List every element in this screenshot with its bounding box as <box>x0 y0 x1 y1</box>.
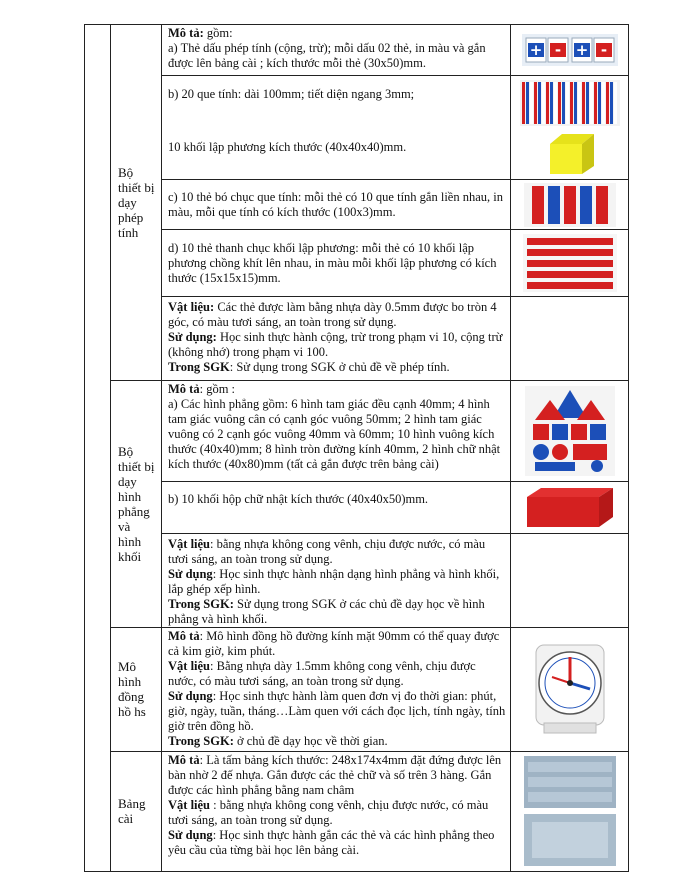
description-cell <box>162 482 511 534</box>
clock-model-image <box>530 643 610 735</box>
material-text: Các thẻ được làm bằng nhựa dày 0.5mm được bo tròn 4 góc, có màu tươi sáng, an toàn trong sử dụng. <box>168 299 497 329</box>
desc-text: : Là tấm bảng kích thước: 248x174x4mm đặt đứng được lên bàn nhờ 2 đế nhựa. Gắn được các thẻ chữ và số trên 3 hàng. Gắn được các hình phẳng bằng nam châm <box>168 752 502 797</box>
category-cell: Bảng cài <box>111 751 162 871</box>
desc-text: : Mô hình đồng hồ đường kính mặt 90mm có thể quay được cả kim giờ, kim phút. <box>168 629 500 659</box>
minus-sign: - <box>600 41 607 60</box>
textbook-text: ở chủ đề dạy học về thời gian. <box>233 734 388 749</box>
sign-card <box>526 38 546 62</box>
usage-label: Sử dụng <box>168 689 213 704</box>
yellow-cube-image <box>542 130 598 176</box>
counting-stick <box>534 82 537 124</box>
plus-sign: + <box>529 41 542 60</box>
image-cell <box>511 482 629 534</box>
desc-text: a) Các hình phẳng gồm: 6 hình tam giác đều cạnh 40mm; 4 hình tam giác vuông cân có cạnh góc vuông 50mm; 2 hình tam giác vuông có 2 cạnh góc vuông 40mm và 60mm; 10 hình vuông kích thước (40x40)mm; 8 hình tròn đường kính 40mm, 2 hình chữ nhật kích thước (40x80)mm (tất cả gắn được trên bảng cài) <box>168 396 501 471</box>
material-label: Vật liệu: <box>168 299 215 314</box>
description-cell: d) 10 thẻ thanh chục khối lập phương: mỗi thẻ có 10 khối lập phương chồng khít lên nhau, in màu mỗi khối lập phương có kích thước (15x15x15)mm. <box>162 230 511 296</box>
material-label: Vật liệu <box>168 797 211 812</box>
sign-cards-image <box>522 34 618 66</box>
usage-text: : Học sinh thực hành gắn các thẻ và các hình phẳng theo yêu cầu của từng bài học lên bảng cài. <box>168 827 495 857</box>
material-text: : bằng nhựa không cong vênh, chịu được nước, có màu tươi sáng, an toàn trong sử dụng. <box>168 537 486 567</box>
counting-stick <box>586 82 589 124</box>
sign-card <box>548 38 568 62</box>
material-text: : bằng nhựa không cong vênh, chịu được nước, có màu tươi sáng, an toàn trong sử dụng. <box>168 797 489 827</box>
cube-bar-cards-image <box>523 234 617 292</box>
textbook-text: Sử dụng trong SGK ở các chủ đề dạy học về hình phẳng và hình khối. <box>168 597 485 627</box>
counting-stick <box>570 82 573 124</box>
image-cell <box>511 296 629 380</box>
counting-stick <box>598 82 601 124</box>
desc-text: 10 khối lập phương kích thước (40x40x40)mm. <box>168 140 407 155</box>
plus-sign: + <box>575 41 588 60</box>
flat-shapes-image <box>525 386 615 476</box>
equipment-table <box>84 24 629 872</box>
usage-text: Học sinh thực hành cộng, trừ trong phạm vi 10, cộng trừ (không nhớ) trong phạm vi 100. <box>168 329 503 359</box>
image-cell <box>511 534 629 628</box>
sign-card <box>572 38 592 62</box>
image-cell <box>511 751 629 871</box>
counting-stick <box>562 82 565 124</box>
counting-stick <box>582 82 585 124</box>
desc-text: a) Thẻ dấu phép tính (cộng, trừ); mỗi dấu 02 thẻ, in màu và gắn được lên bảng cài ; kích thước mỗi thẻ (30x50)mm. <box>168 41 486 70</box>
material-label: Vật liệu <box>168 659 211 674</box>
usage-label: Sử dụng <box>168 827 213 842</box>
minus-sign: - <box>554 41 561 60</box>
sign-card <box>594 38 614 62</box>
counting-stick <box>554 82 557 124</box>
desc-label: Mô tả <box>168 629 200 644</box>
material-text: : Bằng nhựa dày 1.5mm không cong vênh, chịu được nước, có màu tươi sáng, an toàn trong sử dụng. <box>168 659 476 689</box>
description-cell: c) 10 thẻ bó chục que tính: mỗi thẻ có 10 que tính gắn liền nhau, in màu, mỗi que tính có kích thước (100x3)mm. <box>162 180 511 230</box>
textbook-text: : Sử dụng trong SGK ở chủ đề về phép tính. <box>229 359 450 374</box>
counting-stick <box>542 82 545 124</box>
description-cell <box>162 751 511 871</box>
description-cell <box>162 628 511 751</box>
description-cell <box>162 296 511 380</box>
desc-label: Mô tả <box>168 752 200 767</box>
pocket-board-image <box>524 756 616 808</box>
category-cell: Bộ thiết bị dạy phép tính <box>111 25 162 381</box>
image-cell <box>511 76 629 180</box>
textbook-label: Trong SGK <box>168 359 230 374</box>
description-cell <box>162 534 511 628</box>
desc-tail: gồm: <box>203 26 233 40</box>
desc-label: Mô tả: <box>168 26 204 40</box>
category-cell: Mô hình đồng hồ hs <box>111 628 162 751</box>
usage-label: Sử dụng <box>168 567 213 582</box>
counting-stick <box>574 82 577 124</box>
counting-stick <box>614 82 617 124</box>
image-cell <box>511 628 629 751</box>
desc-text: b) 20 que tính: dài 100mm; tiết diện ngang 3mm; <box>168 87 415 102</box>
usage-text: : Học sinh thực hành nhận dạng hình phẳng và hình khối, lắp ghép xếp hình. <box>168 567 500 597</box>
counting-stick <box>522 82 525 124</box>
desc-label: Mô tả <box>168 381 200 396</box>
pocket-board-back-image <box>524 814 616 866</box>
counting-sticks-image <box>520 80 620 126</box>
description-cell <box>162 76 511 180</box>
counting-stick <box>578 82 581 124</box>
category-cell: Bộ thiết bị dạy hình phẳng và hình khối <box>111 380 162 628</box>
usage-label: Sử dụng: <box>168 329 217 344</box>
counting-stick <box>558 82 561 124</box>
usage-text: : Học sinh thực hành làm quen đơn vị đo thời gian: phút, giờ, ngày, tuần, tháng…Làm quen với cách đọc lịch, tính ngày, tính giờ trên đồng hồ. <box>168 689 506 734</box>
counting-stick <box>610 82 613 124</box>
counting-stick <box>602 82 605 124</box>
desc-tail: : gồm : <box>199 381 236 396</box>
counting-stick <box>530 82 533 124</box>
counting-stick <box>606 82 609 124</box>
counting-stick <box>546 82 549 124</box>
counting-stick <box>590 82 593 124</box>
image-cell <box>511 25 629 76</box>
counting-stick <box>550 82 553 124</box>
description-cell <box>162 380 511 481</box>
textbook-label: Trong SGK: <box>168 597 234 612</box>
desc-text: b) 10 khối hộp chữ nhật kích thước (40x40x50)mm. <box>168 492 429 507</box>
counting-stick <box>526 82 529 124</box>
counting-stick <box>594 82 597 124</box>
image-cell <box>511 380 629 481</box>
description-cell <box>162 25 511 76</box>
image-cell <box>511 230 629 296</box>
counting-stick <box>566 82 569 124</box>
index-column <box>85 25 111 872</box>
stick-bundle-cards-image <box>524 183 616 227</box>
material-label: Vật liệu <box>168 537 211 552</box>
textbook-label: Trong SGK: <box>168 734 234 749</box>
image-cell <box>511 180 629 230</box>
counting-stick <box>538 82 541 124</box>
red-box-image <box>523 485 617 531</box>
